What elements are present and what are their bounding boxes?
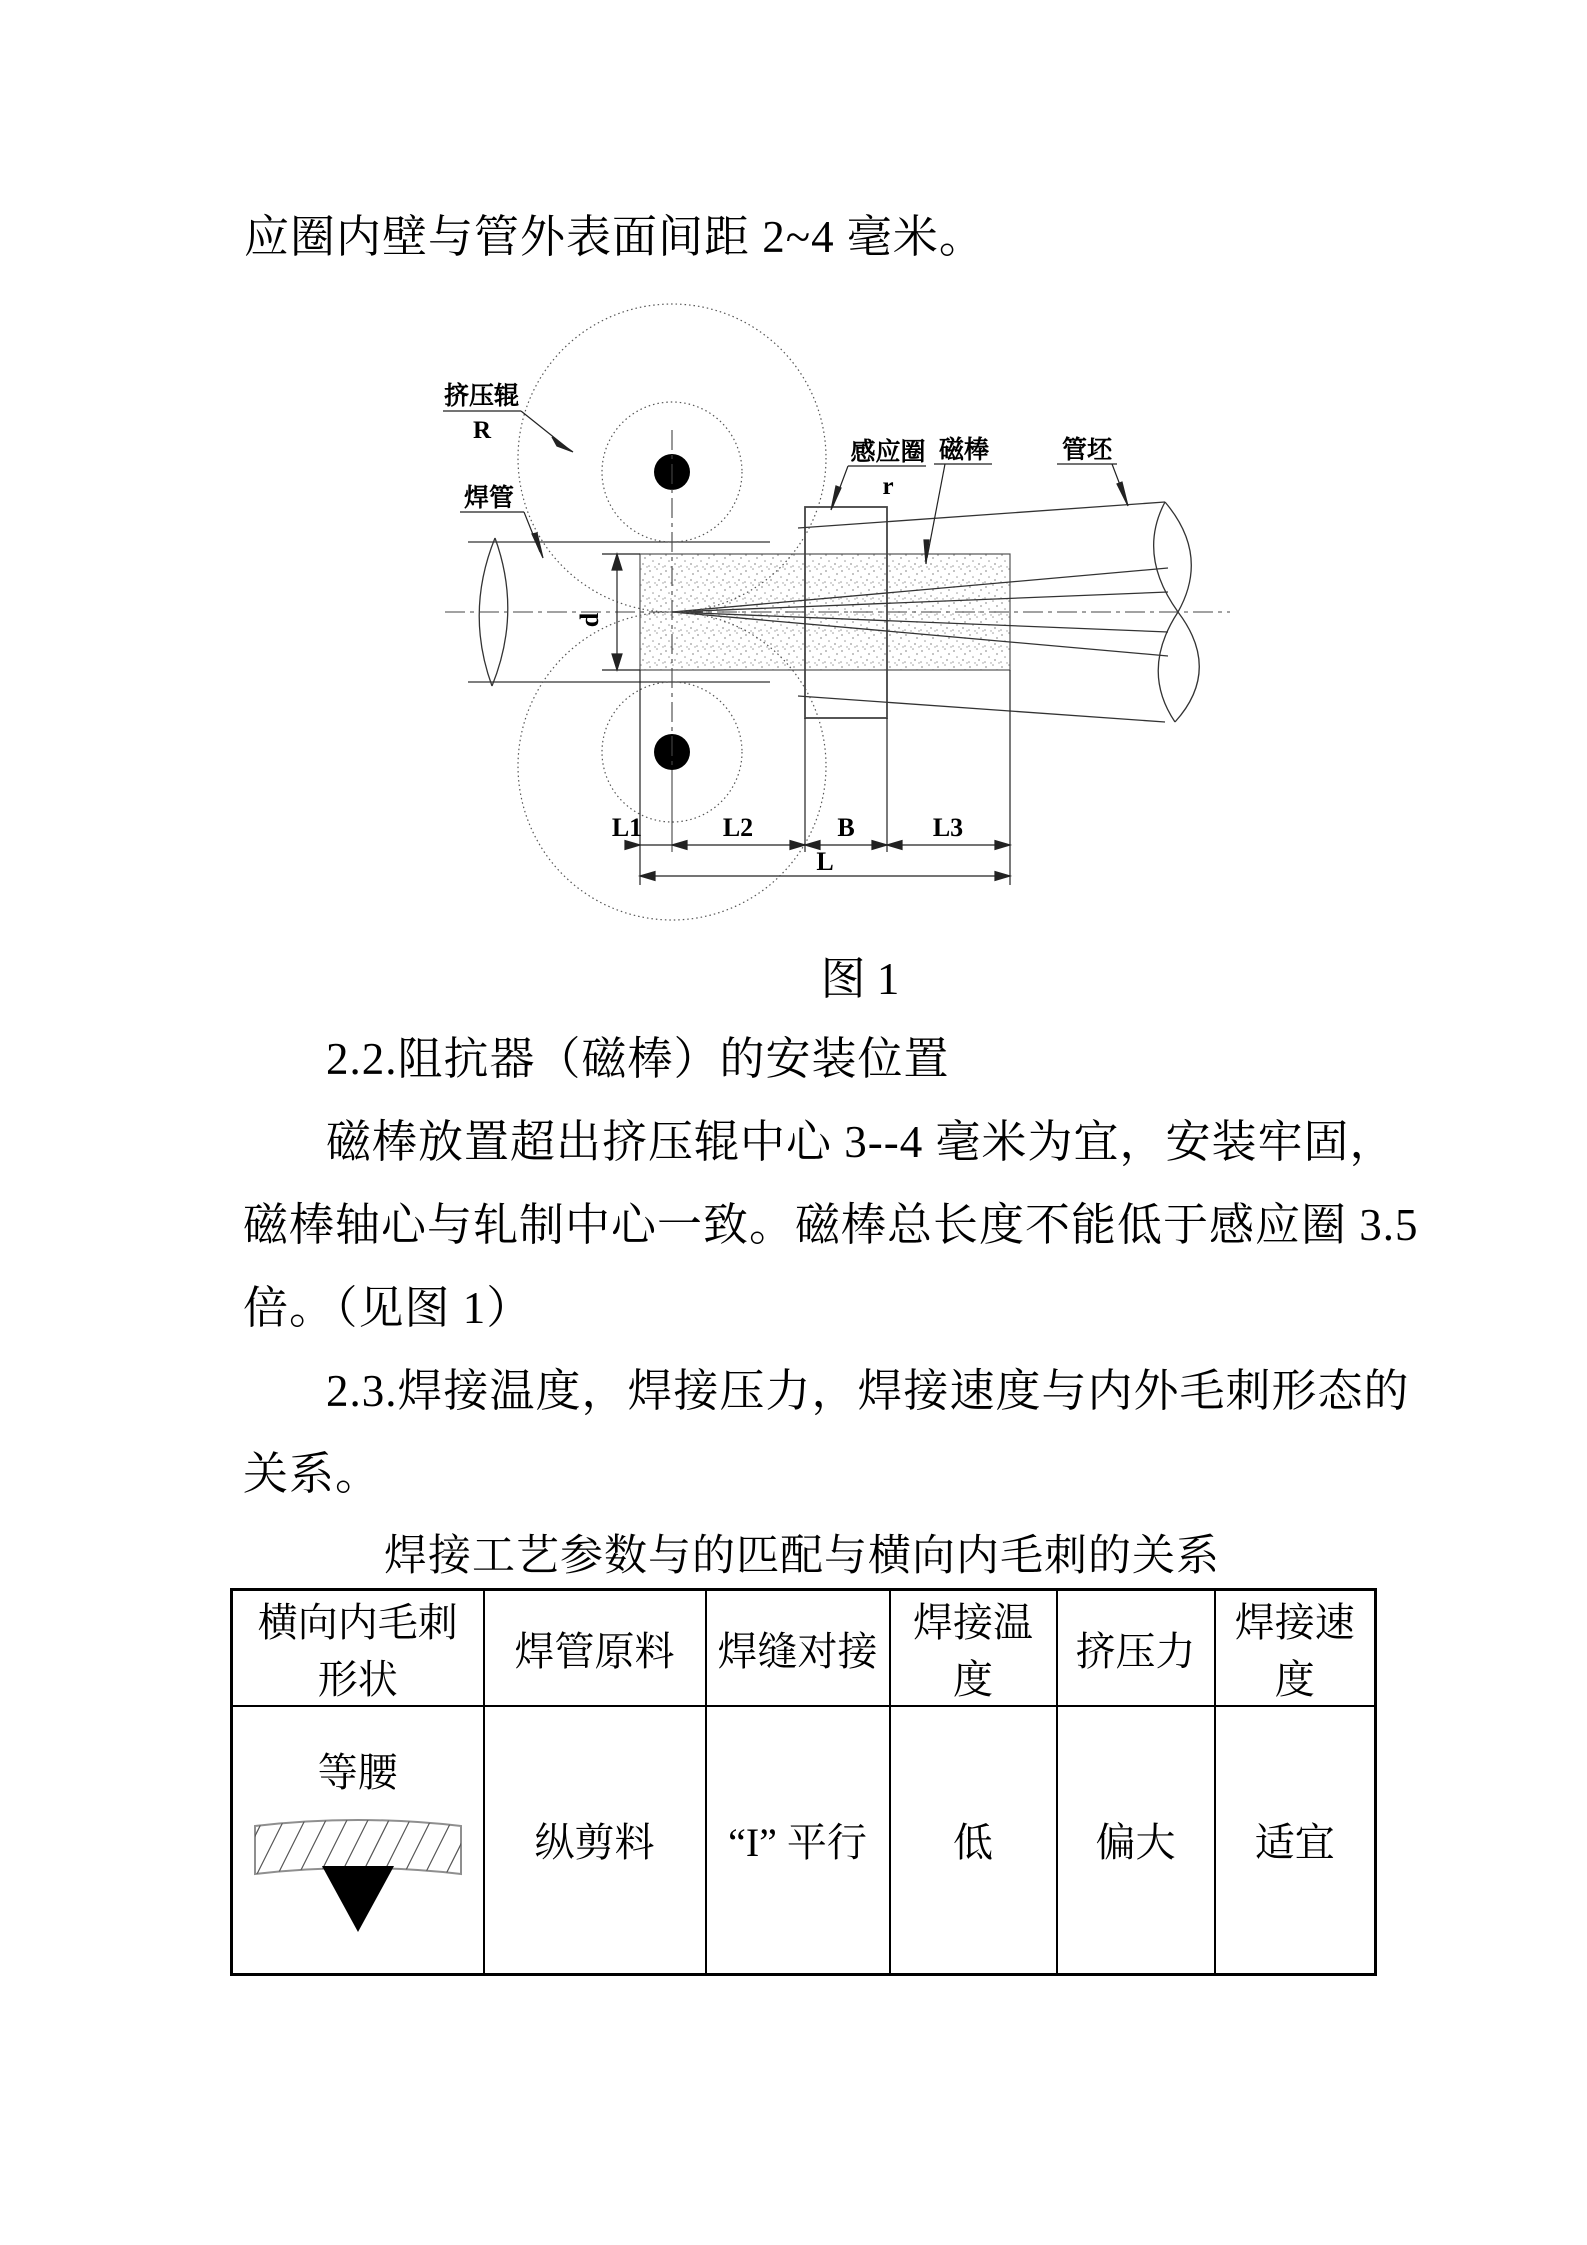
figure-1-diagram bbox=[440, 280, 1240, 940]
cell-material: 纵剪料 bbox=[484, 1706, 706, 1974]
paragraph-2-2-line1: 磁棒放置超出挤压辊中心 3--4 毫米为宜，安装牢固， bbox=[326, 1117, 1396, 1167]
column-header-pressure: 挤压力 bbox=[1057, 1590, 1215, 1707]
dim-label-d: d bbox=[575, 612, 604, 628]
induction-coil-symbol: r bbox=[882, 473, 894, 500]
tube-blank-label: 管坯 bbox=[1061, 437, 1113, 464]
column-header-speed: 焊接速度 bbox=[1215, 1590, 1376, 1707]
column-header-material: 焊管原料 bbox=[484, 1590, 706, 1707]
cell-seam: “I” 平行 bbox=[706, 1706, 890, 1974]
paragraph-2-3-line2: 关系。 bbox=[243, 1449, 382, 1499]
squeeze-roller-label: 挤压辊 bbox=[444, 383, 520, 410]
induction-coil-label: 感应圈 bbox=[850, 439, 926, 466]
process-parameters-table bbox=[230, 1588, 1377, 1976]
section-heading-2-2: 2.2.阻抗器（磁棒）的安装位置 bbox=[326, 1034, 950, 1084]
burr-shape-label: 等腰 bbox=[317, 1750, 398, 1796]
dim-label-L3: L3 bbox=[932, 813, 964, 842]
column-header-temperature: 焊接温度 bbox=[890, 1590, 1057, 1707]
table-header-row bbox=[232, 1590, 1376, 1707]
cell-burr-shape bbox=[232, 1706, 484, 1974]
table-title: 焊接工艺参数与的匹配与横向内毛刺的关系 bbox=[384, 1533, 1220, 1580]
cell-pressure: 偏大 bbox=[1057, 1706, 1215, 1974]
column-header-seam: 焊缝对接 bbox=[706, 1590, 890, 1707]
figure-caption: 图 1 bbox=[820, 954, 900, 1004]
column-header-burr-shape: 横向内毛刺形状 bbox=[232, 1590, 484, 1707]
dim-label-B: B bbox=[837, 813, 855, 842]
squeeze-roller-symbol: R bbox=[472, 417, 492, 444]
dim-label-L: L bbox=[816, 847, 834, 876]
section-heading-2-3: 2.3.焊接温度，焊接压力，焊接速度与内外毛刺形态的 bbox=[326, 1366, 1410, 1416]
welded-pipe-label: 焊管 bbox=[464, 485, 515, 512]
cell-temperature: 低 bbox=[890, 1706, 1057, 1974]
dim-label-L1: L1 bbox=[611, 813, 643, 842]
paragraph-2-2-line2: 磁棒轴心与轧制中心一致。磁棒总长度不能低于感应圈 3.5 bbox=[243, 1200, 1419, 1250]
burr-shape-graphic bbox=[253, 1808, 463, 1938]
paragraph-2-2-line3: 倍。（见图 1） bbox=[243, 1283, 533, 1333]
leader-lines bbox=[443, 411, 1128, 564]
dim-label-L2: L2 bbox=[722, 813, 754, 842]
magnet-rod-label: 磁棒 bbox=[938, 437, 990, 464]
paragraph-top: 应圈内壁与管外表面间距 2~4 毫米。 bbox=[244, 212, 985, 262]
cell-speed: 适宜 bbox=[1215, 1706, 1376, 1974]
table-row bbox=[232, 1706, 1376, 1974]
